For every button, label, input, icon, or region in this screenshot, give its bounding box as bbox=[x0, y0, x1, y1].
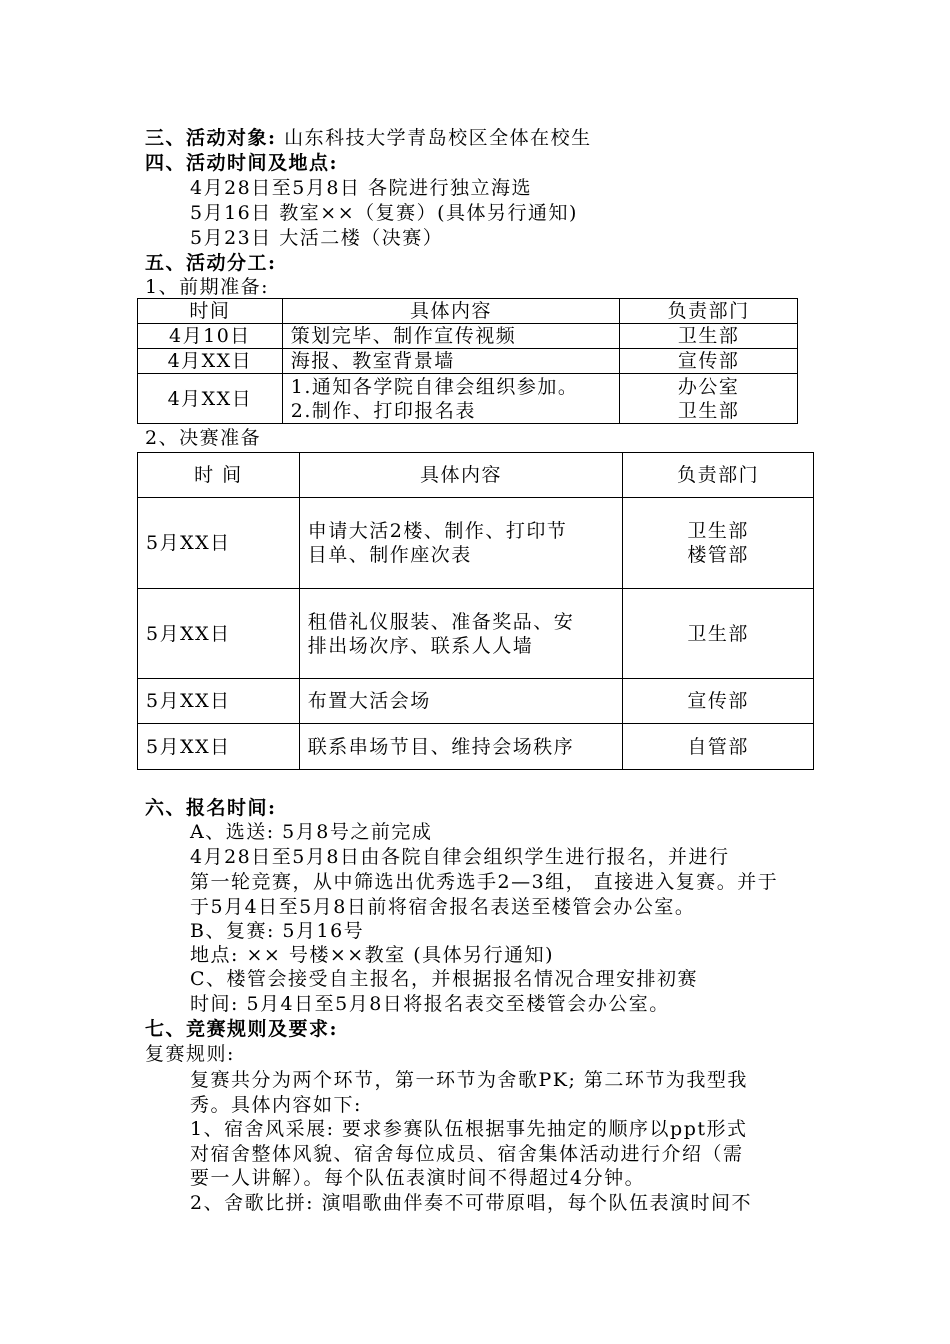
content-cell: 海报、教室背景墙 bbox=[282, 349, 619, 374]
prep-title: 1、前期准备: bbox=[145, 276, 269, 298]
dept-cell: 卫生部 bbox=[623, 589, 814, 679]
content-cell bbox=[299, 498, 623, 589]
content-cell: 策划完毕、制作宣传视频 bbox=[282, 324, 619, 349]
header-cell: 时 间 bbox=[138, 453, 300, 498]
date-cell: 5月XX日 bbox=[138, 589, 300, 679]
dept-line: 楼管部 bbox=[687, 544, 749, 566]
section-6-line: 于5月4日至5月8日前将宿舍报名表送至楼管会办公室。 bbox=[190, 896, 696, 918]
section-4-line: 5月23日 大活二楼（决赛） bbox=[190, 227, 444, 249]
section-3-title: 三、活动对象: bbox=[145, 127, 277, 149]
section-4-line: 4月28日至5月8日 各院进行独立海选 bbox=[190, 177, 532, 199]
dept-line: 卫生部 bbox=[677, 399, 740, 422]
section-3 bbox=[145, 126, 592, 150]
section-6-line: 地点: ×× 号楼××教室 (具体另行通知) bbox=[190, 944, 555, 966]
table-row bbox=[138, 498, 814, 589]
section-7-line: 2、舍歌比拼: 演唱歌曲伴奏不可带原唱，每个队伍表演时间不 bbox=[190, 1192, 753, 1214]
dept-cell: 宣传部 bbox=[620, 349, 798, 374]
date-cell: 4月XX日 bbox=[138, 374, 283, 424]
section-6-title: 六、报名时间: bbox=[145, 797, 277, 819]
content-cell bbox=[282, 374, 619, 424]
table-header-row bbox=[138, 299, 798, 324]
section-5-title: 五、活动分工: bbox=[145, 252, 277, 274]
section-6-line: A、选送: 5月8号之前完成 bbox=[190, 821, 433, 843]
header-cell: 负责部门 bbox=[623, 453, 814, 498]
date-cell: 5月XX日 bbox=[138, 724, 300, 770]
header-cell: 具体内容 bbox=[299, 453, 623, 498]
date-cell: 5月XX日 bbox=[138, 679, 300, 724]
section-7-line: 对宿舍整体风貌、宿舍每位成员、宿舍集体活动进行介绍（需 bbox=[190, 1143, 744, 1165]
section-7-line: 复赛共分为两个环节，第一环节为舍歌PK; 第二环节为我型我 bbox=[190, 1069, 748, 1091]
dept-cell bbox=[623, 498, 814, 589]
dept-line: 卫生部 bbox=[687, 520, 749, 542]
table-row bbox=[138, 589, 814, 679]
section-7-line: 秀。具体内容如下: bbox=[190, 1094, 362, 1116]
date-cell: 4月10日 bbox=[138, 324, 283, 349]
section-6-line: 时间: 5月4日至5月8日将报名表交至楼管会办公室。 bbox=[190, 993, 670, 1015]
dept-cell: 宣传部 bbox=[623, 679, 814, 724]
dept-cell: 自管部 bbox=[623, 724, 814, 770]
header-cell: 时间 bbox=[138, 299, 283, 324]
content-line: 目单、制作座次表 bbox=[307, 544, 472, 566]
header-cell: 具体内容 bbox=[282, 299, 619, 324]
section-4-line: 5月16日 教室××（复赛）(具体另行通知) bbox=[190, 202, 578, 224]
table-row bbox=[138, 679, 814, 724]
dept-cell bbox=[620, 374, 798, 424]
section-6-line: C、楼管会接受自主报名，并根据报名情况合理安排初赛 bbox=[190, 968, 699, 990]
table-row bbox=[138, 349, 798, 374]
section-7-line: 1、宿舍风采展: 要求参赛队伍根据事先抽定的顺序以ppt形式 bbox=[190, 1118, 748, 1140]
dept-line: 办公室 bbox=[677, 375, 740, 398]
content-cell: 联系串场节目、维持会场秩序 bbox=[299, 724, 623, 770]
section-4-title: 四、活动时间及地点: bbox=[145, 152, 339, 174]
content-cell: 布置大活会场 bbox=[299, 679, 623, 724]
content-line: 排出场次序、联系人人墙 bbox=[307, 634, 534, 657]
final-title: 2、决赛准备 bbox=[145, 427, 262, 449]
section-7-line: 要一人讲解）。每个队伍表演时间不得超过4分钟。 bbox=[190, 1167, 646, 1189]
content-cell bbox=[299, 589, 623, 679]
section-6-line: 4月28日至5月8日由各院自律会组织学生进行报名，并进行 bbox=[190, 846, 730, 868]
table-header-row bbox=[138, 453, 814, 498]
table-row bbox=[138, 374, 798, 424]
dept-cell: 卫生部 bbox=[620, 324, 798, 349]
content-line: 2.制作、打印报名表 bbox=[290, 399, 476, 422]
table-row bbox=[138, 324, 798, 349]
prep-table bbox=[137, 298, 798, 424]
header-cell: 负责部门 bbox=[620, 299, 798, 324]
content-line: 1.通知各学院自律会组织参加。 bbox=[290, 375, 579, 398]
section-7-title: 七、竞赛规则及要求: bbox=[145, 1018, 339, 1040]
content-line: 租借礼仪服装、准备奖品、安 bbox=[307, 610, 575, 633]
section-6-line: 第一轮竞赛，从中筛选出优秀选手2—3组， 直接进入复赛。并于 bbox=[190, 871, 779, 893]
section-7-subtitle: 复赛规则: bbox=[145, 1043, 235, 1065]
section-6-line: B、复赛: 5月16号 bbox=[190, 920, 365, 942]
date-cell: 4月XX日 bbox=[138, 349, 283, 374]
section-3-value: 山东科技大学青岛校区全体在校生 bbox=[284, 127, 592, 149]
content-line: 申请大活2楼、制作、打印节 bbox=[307, 520, 568, 542]
final-table bbox=[137, 452, 814, 770]
date-cell: 5月XX日 bbox=[138, 498, 300, 589]
table-row bbox=[138, 724, 814, 770]
